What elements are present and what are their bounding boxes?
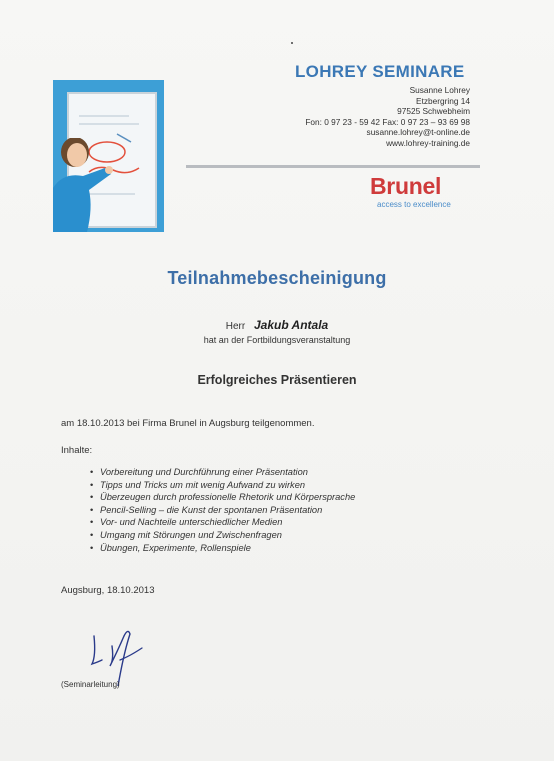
phone-fax: Fon: 0 97 23 - 59 42 Fax: 0 97 23 – 93 69 98: [305, 116, 470, 127]
brunel-tagline: access to excellence: [377, 200, 451, 209]
presenter-figure: [53, 138, 113, 232]
company-name: LOHREY SEMINARE: [295, 62, 465, 81]
place-date: Augsburg, 18.10.2013: [61, 585, 155, 596]
list-item: • Pencil-Selling – die Kunst der spontanen Präsentation: [90, 504, 355, 517]
list-item: • Tipps und Tricks um mit wenig Aufwand zu wirken: [90, 479, 355, 492]
company-address: [305, 85, 470, 149]
website: www.lohrey-training.de: [386, 137, 470, 148]
certificate-title: Teilnahmebescheinigung: [167, 268, 387, 288]
presenter-photo: [53, 80, 164, 232]
attendance-date-line: am 18.10.2013 bei Firma Brunel in Augsburg teilgenommen.: [61, 418, 315, 429]
city: 97525 Schwebheim: [397, 106, 470, 117]
contact-name: Susanne Lohrey: [409, 85, 470, 95]
header-divider: [186, 165, 480, 168]
list-item: • Vor- und Nachteile unterschiedlicher Medien: [90, 516, 355, 529]
brunel-logo: Brunel: [370, 173, 442, 199]
scan-speck: [291, 42, 293, 44]
handwritten-signature: [84, 616, 154, 686]
intro-text: hat an der Fortbildungsveranstaltung: [203, 335, 351, 345]
signature-label: (Seminarleitung): [61, 680, 120, 689]
list-item: • Umgang mit Störungen und Zwischenfragen: [90, 529, 355, 542]
contents-label: Inhalte:: [61, 445, 93, 456]
list-item: • Überzeugen durch professionelle Rhetorik und Körpersprache: [90, 491, 355, 504]
contents-list: [90, 466, 355, 554]
salutation: Herr: [225, 321, 246, 332]
course-title: Erfolgreiches Präsentieren: [197, 373, 357, 387]
email: susanne.lohrey@t-online.de: [366, 127, 470, 138]
participant-name: Jakub Antala: [253, 318, 329, 332]
recipient-line: [0, 318, 554, 332]
list-item: • Übungen, Experimente, Rollenspiele: [90, 542, 355, 555]
street: Etzbergring 14: [416, 95, 470, 106]
list-item: • Vorbereitung und Durchführung einer Präsentation: [90, 466, 355, 479]
